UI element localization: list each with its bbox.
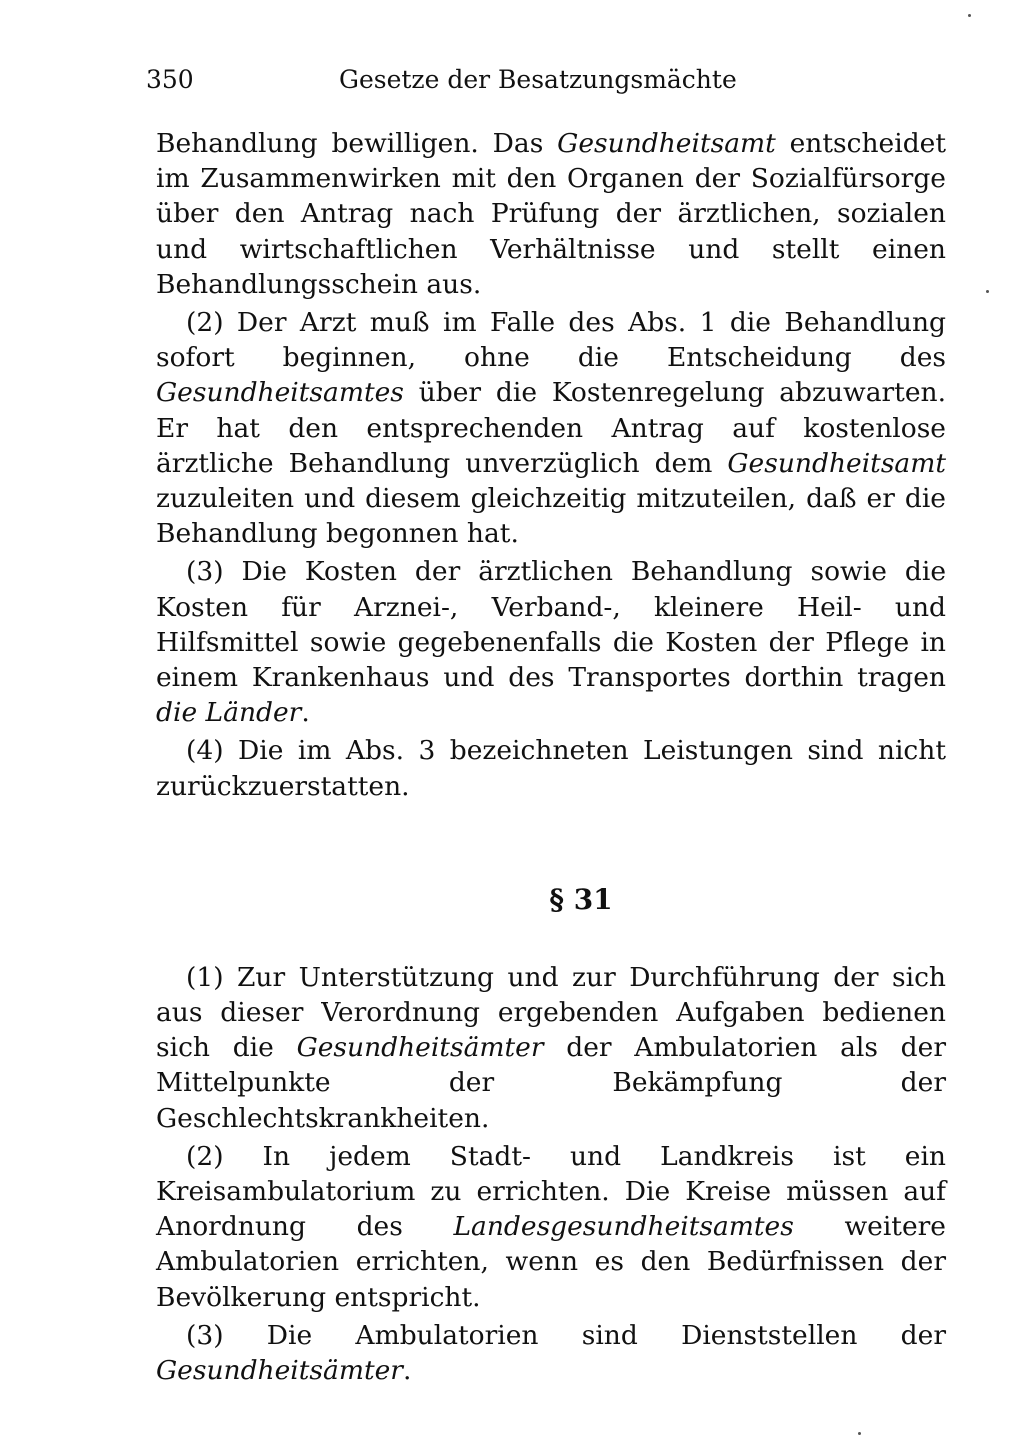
text-run: (1) Zur Unterstützung und zur Durchführung der sich aus dieser Verordnung ergebenden Aufgaben bedienen sich die — [156, 961, 946, 1064]
italic-term: Gesundheitsamt — [557, 128, 776, 159]
italic-term: Gesundheitsämter — [156, 1355, 403, 1387]
paragraph-p6 — [156, 1318, 946, 1388]
text-run: (2) In jedem Stadt- und Landkreis ist ein Kreisambulatorium zu errichten. Die Kreise müssen auf Anordnung des — [156, 1140, 946, 1243]
text-run: entscheidet im Zusammenwirken mit den Organen der Sozialfürsorge über den Antrag nach Prüfung der ärztlichen, sozialen und wirtschaftlichen Verhältnisse und stellt einen Behandlungsschein aus. — [156, 128, 946, 300]
paragraph-p2 — [156, 554, 946, 730]
italic-term: die Länder — [156, 697, 302, 729]
paragraph-p3 — [156, 733, 946, 803]
text-run: Behandlung bewilligen. Das — [156, 128, 558, 159]
paragraph-p0 — [156, 126, 946, 302]
italic-term: Landesgesundheitsamtes — [453, 1211, 794, 1243]
page-number: 350 — [146, 65, 194, 94]
text-run: zuzuleiten und diesem gleichzeitig mitzuteilen, daß er die Behandlung begonnen hat. — [156, 483, 946, 550]
paragraph-p5 — [156, 1139, 946, 1315]
paragraphs-after-section — [156, 960, 946, 1388]
text-run: (3) Die Kosten der ärztlichen Behandlung sowie die Kosten für Arznei-, Verband-, kleinere Heil- und Hilfsmittel sowie gegebenenfalls die Kosten der Pflege in einem Krankenhaus und des Transportes dorthin tragen — [156, 556, 946, 694]
scan-speck — [968, 14, 971, 17]
italic-term: Gesundheitsämter — [296, 1032, 544, 1064]
text-run: (3) Die Ambulatorien sind Dienststellen der — [186, 1319, 946, 1351]
text-run: . — [402, 1355, 412, 1387]
paragraphs-before-section — [156, 126, 946, 804]
paragraph-p1 — [156, 305, 946, 551]
page-header — [146, 60, 946, 100]
italic-term: Gesundheitsamt — [727, 447, 946, 479]
body-text — [156, 126, 946, 1391]
text-run: über die Kostenregelung abzuwarten. Er hat den entsprechenden Antrag auf kostenlose ärztliche Behandlung unverzüglich dem — [156, 377, 946, 479]
text-run: der Ambulatorien als der Mittelpunkte der Bekämpfung der Geschlechtskrankheiten. — [156, 1032, 946, 1134]
text-run: (4) Die im Abs. 3 bezeichneten Leistungen sind nicht zurückzuerstatten. — [156, 735, 946, 802]
scan-speck — [858, 1432, 861, 1435]
text-run: weitere Ambulatorien errichten, wenn es den Bedürfnissen der Bevölkerung entspricht. — [156, 1211, 946, 1313]
paragraph-p4 — [156, 960, 946, 1136]
italic-term: Gesundheitsamtes — [156, 377, 404, 409]
section-heading: § 31 — [549, 882, 613, 916]
text-run: . — [301, 697, 310, 729]
scan-speck — [986, 290, 989, 293]
text-run: (2) Der Arzt muß im Falle des Abs. 1 die Behandlung sofort beginnen, ohne die Entscheidung des — [156, 307, 946, 374]
running-title: Gesetze der Besatzungsmächte — [339, 65, 737, 94]
